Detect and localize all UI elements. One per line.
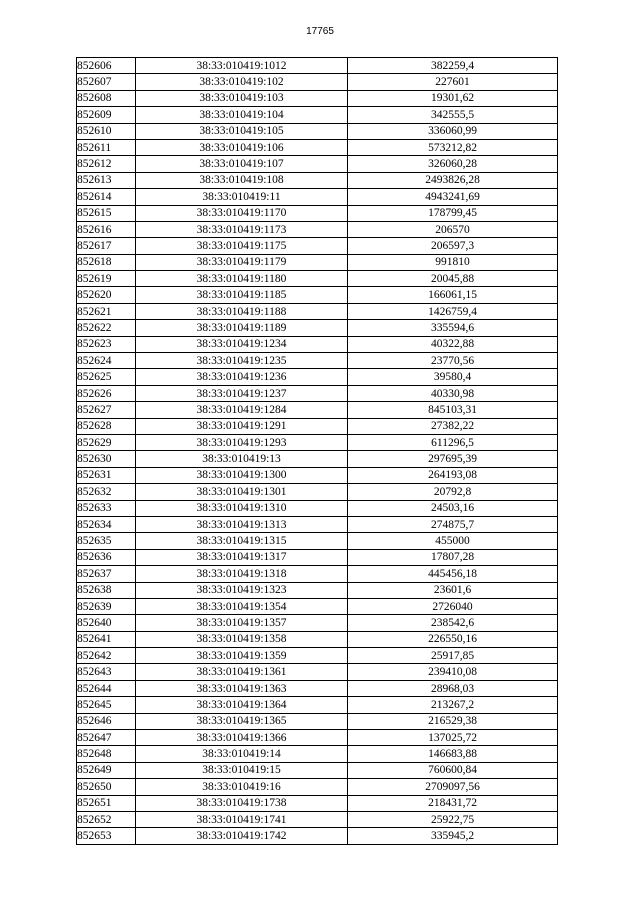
cadastral-number-cell: 38:33:010419:1313 [136,516,348,532]
row-number-cell: 852606 [77,58,136,74]
row-number-cell: 852618 [77,254,136,270]
table-row [77,648,558,664]
row-number-cell: 852629 [77,434,136,450]
table-row [77,795,558,811]
table-row [77,828,558,844]
cadastral-value-cell: 845103,31 [348,402,558,418]
cadastral-value-table [76,57,558,845]
cadastral-number-cell: 38:33:010419:1235 [136,353,348,369]
cadastral-number-cell: 38:33:010419:103 [136,90,348,106]
row-number-cell: 852630 [77,451,136,467]
table-row [77,664,558,680]
cadastral-number-cell: 38:33:010419:15 [136,762,348,778]
row-number-cell: 852608 [77,90,136,106]
row-number-cell: 852650 [77,779,136,795]
table-row [77,320,558,336]
table-row [77,205,558,221]
table-row [77,730,558,746]
row-number-cell: 852607 [77,74,136,90]
row-number-cell: 852637 [77,566,136,582]
table-row [77,631,558,647]
table-row [77,156,558,172]
cadastral-number-cell: 38:33:010419:1301 [136,484,348,500]
row-number-cell: 852623 [77,336,136,352]
table-row [77,582,558,598]
cadastral-value-cell: 238542,6 [348,615,558,631]
row-number-cell: 852646 [77,713,136,729]
row-number-cell: 852634 [77,516,136,532]
cadastral-value-cell: 40330,98 [348,385,558,401]
cadastral-value-cell: 611296,5 [348,434,558,450]
row-number-cell: 852652 [77,811,136,827]
cadastral-number-cell: 38:33:010419:105 [136,123,348,139]
table-row [77,467,558,483]
row-number-cell: 852642 [77,648,136,664]
cadastral-value-cell: 206597,3 [348,238,558,254]
table-row [77,713,558,729]
cadastral-value-cell: 335594,6 [348,320,558,336]
table-row [77,402,558,418]
row-number-cell: 852624 [77,353,136,369]
row-number-cell: 852653 [77,828,136,844]
cadastral-value-cell: 25917,85 [348,648,558,664]
cadastral-number-cell: 38:33:010419:1012 [136,58,348,74]
table-row [77,353,558,369]
table-row [77,90,558,106]
table-row [77,516,558,532]
cadastral-number-cell: 38:33:010419:11 [136,189,348,205]
cadastral-value-cell: 2709097,56 [348,779,558,795]
cadastral-value-cell: 342555,5 [348,107,558,123]
row-number-cell: 852610 [77,123,136,139]
row-number-cell: 852620 [77,287,136,303]
cadastral-number-cell: 38:33:010419:16 [136,779,348,795]
table-row [77,271,558,287]
row-number-cell: 852628 [77,418,136,434]
cadastral-value-cell: 2726040 [348,598,558,614]
row-number-cell: 852644 [77,680,136,696]
cadastral-number-cell: 38:33:010419:1364 [136,697,348,713]
table-row [77,418,558,434]
cadastral-value-cell: 335945,2 [348,828,558,844]
cadastral-value-cell: 382259,4 [348,58,558,74]
cadastral-value-cell: 455000 [348,533,558,549]
cadastral-number-cell: 38:33:010419:14 [136,746,348,762]
cadastral-value-cell: 264193,08 [348,467,558,483]
cadastral-value-cell: 297695,39 [348,451,558,467]
table-row [77,336,558,352]
cadastral-value-cell: 326060,28 [348,156,558,172]
cadastral-value-cell: 216529,38 [348,713,558,729]
cadastral-value-cell: 17807,28 [348,549,558,565]
table-row [77,434,558,450]
row-number-cell: 852640 [77,615,136,631]
cadastral-value-cell: 4943241,69 [348,189,558,205]
row-number-cell: 852631 [77,467,136,483]
row-number-cell: 852613 [77,172,136,188]
cadastral-number-cell: 38:33:010419:1742 [136,828,348,844]
cadastral-number-cell: 38:33:010419:1237 [136,385,348,401]
cadastral-number-cell: 38:33:010419:1323 [136,582,348,598]
cadastral-number-cell: 38:33:010419:1189 [136,320,348,336]
cadastral-number-cell: 38:33:010419:1738 [136,795,348,811]
cadastral-value-cell: 178799,45 [348,205,558,221]
cadastral-value-cell: 40322,88 [348,336,558,352]
table-row [77,58,558,74]
cadastral-value-cell: 1426759,4 [348,303,558,319]
cadastral-number-cell: 38:33:010419:1363 [136,680,348,696]
table-row [77,189,558,205]
cadastral-value-cell: 25922,75 [348,811,558,827]
table-row [77,549,558,565]
cadastral-value-cell: 28968,03 [348,680,558,696]
cadastral-value-cell: 146683,88 [348,746,558,762]
cadastral-number-cell: 38:33:010419:1188 [136,303,348,319]
cadastral-number-cell: 38:33:010419:1234 [136,336,348,352]
row-number-cell: 852638 [77,582,136,598]
cadastral-number-cell: 38:33:010419:1300 [136,467,348,483]
cadastral-number-cell: 38:33:010419:1236 [136,369,348,385]
cadastral-number-cell: 38:33:010419:1179 [136,254,348,270]
row-number-cell: 852635 [77,533,136,549]
row-number-cell: 852615 [77,205,136,221]
table-row [77,254,558,270]
row-number-cell: 852614 [77,189,136,205]
cadastral-number-cell: 38:33:010419:1180 [136,271,348,287]
cadastral-number-cell: 38:33:010419:1284 [136,402,348,418]
cadastral-value-cell: 239410,08 [348,664,558,680]
cadastral-value-cell: 226550,16 [348,631,558,647]
cadastral-value-cell: 2493826,28 [348,172,558,188]
cadastral-value-cell: 760600,84 [348,762,558,778]
row-number-cell: 852649 [77,762,136,778]
row-number-cell: 852627 [77,402,136,418]
table-row [77,779,558,795]
table-row [77,598,558,614]
table-row [77,680,558,696]
cadastral-number-cell: 38:33:010419:102 [136,74,348,90]
table-row [77,484,558,500]
cadastral-number-cell: 38:33:010419:1173 [136,221,348,237]
table-row [77,697,558,713]
row-number-cell: 852639 [77,598,136,614]
table-row [77,385,558,401]
table-row [77,287,558,303]
cadastral-number-cell: 38:33:010419:1175 [136,238,348,254]
row-number-cell: 852616 [77,221,136,237]
cadastral-value-cell: 137025,72 [348,730,558,746]
cadastral-value-cell: 445456,18 [348,566,558,582]
cadastral-value-cell: 206570 [348,221,558,237]
cadastral-value-cell: 27382,22 [348,418,558,434]
row-number-cell: 852648 [77,746,136,762]
table-row [77,221,558,237]
page-number: 17765 [306,26,334,37]
cadastral-number-cell: 38:33:010419:1185 [136,287,348,303]
cadastral-value-cell: 166061,15 [348,287,558,303]
table-row [77,746,558,762]
cadastral-number-cell: 38:33:010419:1293 [136,434,348,450]
cadastral-number-cell: 38:33:010419:1358 [136,631,348,647]
cadastral-value-cell: 573212,82 [348,139,558,155]
cadastral-value-cell: 19301,62 [348,90,558,106]
cadastral-value-cell: 23770,56 [348,353,558,369]
table-row [77,500,558,516]
cadastral-number-cell: 38:33:010419:1357 [136,615,348,631]
row-number-cell: 852609 [77,107,136,123]
table-row [77,762,558,778]
table-row [77,139,558,155]
table-row [77,123,558,139]
cadastral-number-cell: 38:33:010419:106 [136,139,348,155]
table-row [77,369,558,385]
cadastral-value-cell: 24503,16 [348,500,558,516]
row-number-cell: 852647 [77,730,136,746]
cadastral-number-cell: 38:33:010419:104 [136,107,348,123]
cadastral-value-cell: 39580,4 [348,369,558,385]
cadastral-value-cell: 23601,6 [348,582,558,598]
cadastral-value-cell: 20045,88 [348,271,558,287]
cadastral-number-cell: 38:33:010419:1359 [136,648,348,664]
table-row [77,74,558,90]
row-number-cell: 852651 [77,795,136,811]
cadastral-number-cell: 38:33:010419:1741 [136,811,348,827]
table-row [77,451,558,467]
row-number-cell: 852632 [77,484,136,500]
cadastral-value-cell: 227601 [348,74,558,90]
cadastral-number-cell: 38:33:010419:1315 [136,533,348,549]
cadastral-value-cell: 213267,2 [348,697,558,713]
table-row [77,172,558,188]
cadastral-number-cell: 38:33:010419:107 [136,156,348,172]
row-number-cell: 852611 [77,139,136,155]
table-row [77,811,558,827]
table-row [77,615,558,631]
row-number-cell: 852636 [77,549,136,565]
row-number-cell: 852619 [77,271,136,287]
cadastral-number-cell: 38:33:010419:1291 [136,418,348,434]
row-number-cell: 852641 [77,631,136,647]
cadastral-number-cell: 38:33:010419:1310 [136,500,348,516]
cadastral-number-cell: 38:33:010419:1366 [136,730,348,746]
cadastral-value-cell: 20792,8 [348,484,558,500]
table-row [77,566,558,582]
row-number-cell: 852643 [77,664,136,680]
row-number-cell: 852625 [77,369,136,385]
row-number-cell: 852622 [77,320,136,336]
cadastral-number-cell: 38:33:010419:1318 [136,566,348,582]
row-number-cell: 852626 [77,385,136,401]
table-body [77,58,558,845]
cadastral-value-cell: 274875,7 [348,516,558,532]
row-number-cell: 852612 [77,156,136,172]
cadastral-number-cell: 38:33:010419:108 [136,172,348,188]
cadastral-number-cell: 38:33:010419:1361 [136,664,348,680]
table-row [77,533,558,549]
row-number-cell: 852633 [77,500,136,516]
cadastral-value-cell: 218431,72 [348,795,558,811]
cadastral-number-cell: 38:33:010419:1354 [136,598,348,614]
cadastral-number-cell: 38:33:010419:1317 [136,549,348,565]
row-number-cell: 852645 [77,697,136,713]
cadastral-value-cell: 991810 [348,254,558,270]
cadastral-number-cell: 38:33:010419:1365 [136,713,348,729]
row-number-cell: 852621 [77,303,136,319]
cadastral-number-cell: 38:33:010419:13 [136,451,348,467]
table-row [77,303,558,319]
cadastral-number-cell: 38:33:010419:1170 [136,205,348,221]
table-row [77,107,558,123]
table-row [77,238,558,254]
cadastral-value-cell: 336060,99 [348,123,558,139]
row-number-cell: 852617 [77,238,136,254]
